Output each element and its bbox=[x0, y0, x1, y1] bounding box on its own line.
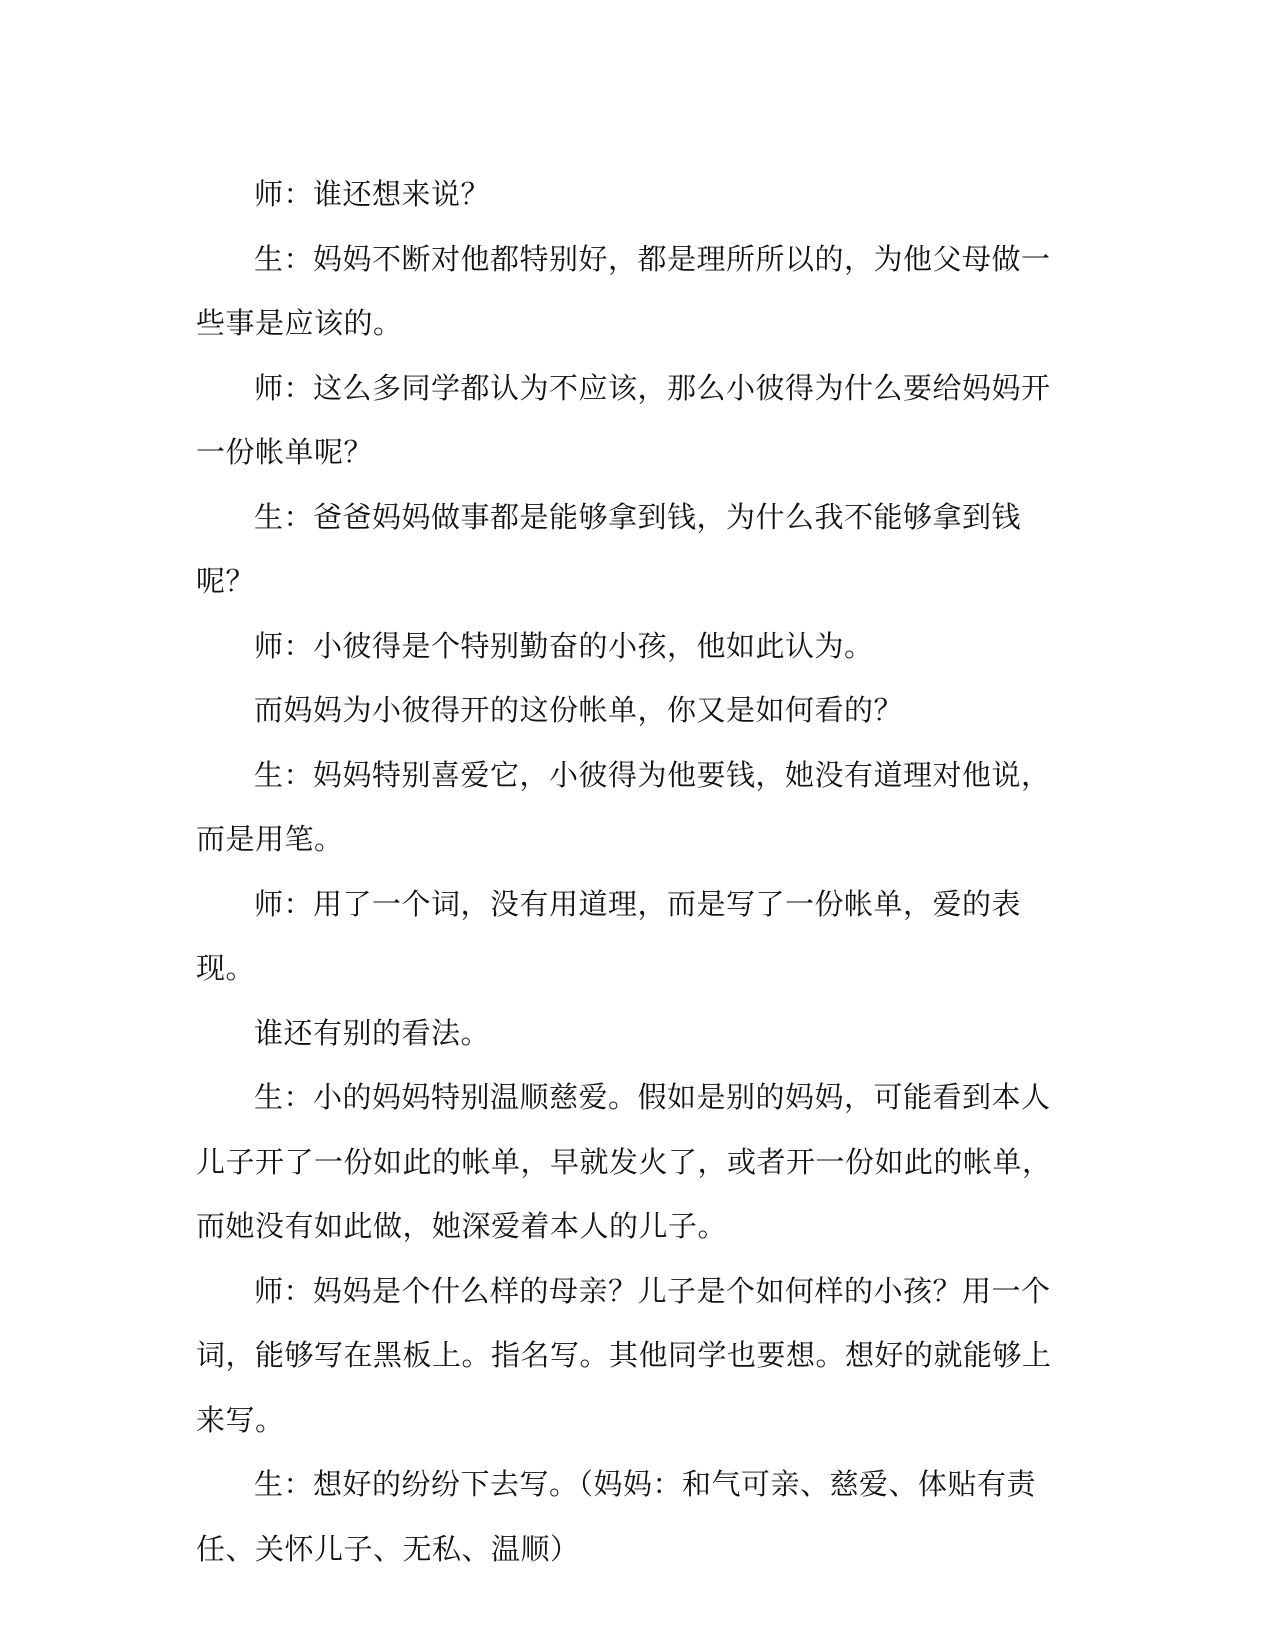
paragraph: 生：妈妈不断对他都特别好，都是理所所以的，为他父母做一些事是应该的。 bbox=[196, 241, 1051, 340]
paragraph: 师：谁还想来说？ bbox=[254, 177, 491, 211]
paragraph: 师：妈妈是个什么样的母亲？儿子是个如何样的小孩？用一个词，能够写在黑板上。指名写。其他同学也要想。想好的就能够上来写。 bbox=[196, 1273, 1052, 1437]
paragraph: 师：用了一个词，没有用道理，而是写了一份帐单，爱的表现。 bbox=[196, 886, 1022, 985]
paragraph: 师：这么多同学都认为不应该，那么小彼得为什么要给妈妈开一份帐单呢？ bbox=[196, 370, 1051, 469]
paragraph: 生：小的妈妈特别温顺慈爱。假如是别的妈妈，可能看到本人儿子开了一份如此的帐单，早就发火了，或者开一份如此的帐单，而她没有如此做，她深爱着本人的儿子。 bbox=[196, 1080, 1052, 1243]
paragraph: 生：想好的纷纷下去写。（妈妈：和气可亲、慈爱、体贴有责任、关怀儿子、无私、温顺） bbox=[196, 1467, 1037, 1566]
paragraph: 而妈妈为小彼得开的这份帐单，你又是如何看的？ bbox=[254, 693, 904, 727]
paragraph: 生：爸爸妈妈做事都是能够拿到钱，为什么我不能够拿到钱呢？ bbox=[196, 499, 1022, 598]
paragraph: 师：小彼得是个特别勤奋的小孩，他如此认为。 bbox=[254, 628, 874, 663]
paragraph: 谁还有别的看法。 bbox=[254, 1015, 491, 1050]
paragraph: 生：妈妈特别喜爱它，小彼得为他要钱，她没有道理对他说，而是用笔。 bbox=[196, 757, 1051, 856]
document-body bbox=[196, 162, 1076, 1581]
